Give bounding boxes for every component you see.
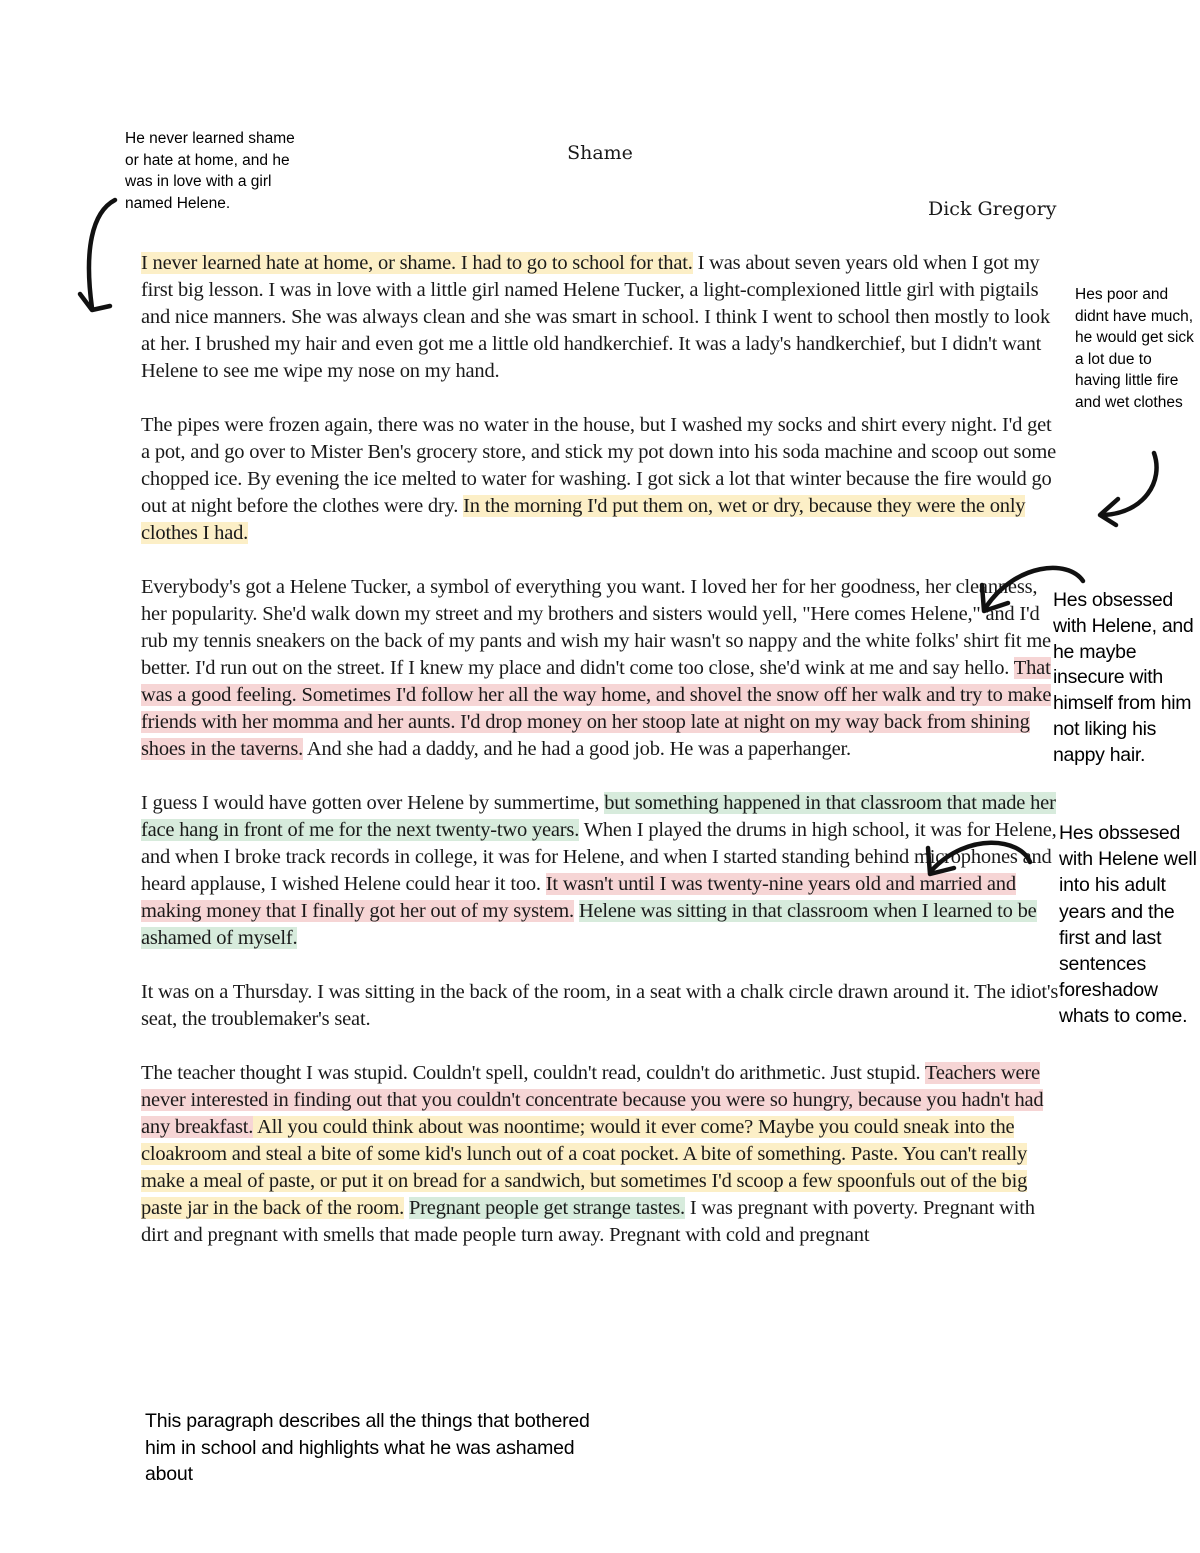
paragraph-6 <box>141 1060 1061 1249</box>
annotation-arrow-icon <box>918 828 1040 883</box>
text-segment: It wasn't until I was twenty-nine years old and married and making money that I finally got her out of my system. <box>141 873 1016 922</box>
text-segment: I never learned hate at home, or shame. I had to go to school for that. <box>141 252 693 274</box>
document-title: Shame <box>567 142 633 164</box>
annotation-note: Hes obsessed with Helene, and he maybe insecure with himself from him not liking his nappy hair. <box>1053 589 1194 766</box>
text-segment: All you could think about was noontime; would it ever come? Maybe you could sneak into the cloakroom and steal a bite of some kid's lunch out of a coat pocket. A bite of something. Paste. You can't really make a meal of paste, or put it on bread for a sandwich, but sometimes I'd scoop a few spoonfuls out of the big paste jar in the back of the room. <box>141 1116 1028 1219</box>
essay-body <box>141 250 1061 1276</box>
text-segment: Teachers were never interested in finding out that you couldn't concentrate because you were so hungry, because you hadn't had any breakfast. <box>141 1062 1044 1138</box>
text-segment: I was pregnant with poverty. Pregnant with dirt and pregnant with smells that made people turn away. Pregnant with cold and pregnant <box>141 1197 1035 1246</box>
text-segment: Helene was sitting in that classroom when I learned to be ashamed of myself. <box>141 900 1037 949</box>
annotation-arrow-icon <box>70 190 130 330</box>
paragraph-5 <box>141 979 1061 1033</box>
annotation-note: Hes poor and didnt have much, he would get sick a lot due to having little fire and wet clothes <box>1075 286 1194 411</box>
text-segment: It was on a Thursday. I was sitting in the back of the room, in a seat with a chalk circle drawn around it. The idiot's seat, the troublemaker's seat. <box>141 981 1059 1030</box>
text-segment: In the morning I'd put them on, wet or dry, because they were the only clothes I had. <box>141 495 1026 544</box>
text-segment: but something happened in that classroom that made her face hang in front of me for the next twenty-two years. <box>141 792 1056 841</box>
annotation-arrow-icon <box>1088 445 1168 530</box>
annotation-note: This paragraph describes all the things that bothered him in school and highlights what he was ashamed about <box>145 1410 590 1485</box>
text-segment: The pipes were frozen again, there was no water in the house, but I washed my socks and shirt every night. I'd get a pot, and go over to Mister Ben's grocery store, and stick my pot down into his soda machine and scoop out some chopped ice. By evening the ice melted to water for washing. I got sick a lot that winter because the fire would go out at night before the clothes were dry. <box>141 414 1057 517</box>
annotation-note: Hes obssesed with Helene well into his adult years and the first and last sentences foreshadow whats to come. <box>1059 822 1197 1028</box>
text-segment: The teacher thought I was stupid. Couldn't spell, couldn't read, couldn't do arithmetic. Just stupid. <box>141 1062 925 1084</box>
annotation-arrow-icon <box>968 555 1093 620</box>
text-segment: And she had a daddy, and he had a good job. He was a paperhanger. <box>303 738 851 760</box>
text-segment: Pregnant people get strange tastes. <box>408 1197 685 1219</box>
paragraph-2 <box>141 412 1061 547</box>
text-segment: Everybody's got a Helene Tucker, a symbol of everything you want. I loved her for her goodness, her cleanness, her popularity. She'd walk down my street and my brothers and sisters would yell, "Here comes Helene," and I'd rub my tennis sneakers on the back of my pants and wish my hair wasn't so nappy and the white folks' shirt fit me better. I'd run out on the street. If I knew my place and didn't come too close, she'd wink at me and say hello. <box>141 576 1051 679</box>
text-segment: That was a good feeling. Sometimes I'd follow her all the way home, and shovel the snow off her walk and try to make friends with her momma and her aunts. I'd drop money on her stoop late at night on my way back from shining shoes in the taverns. <box>141 657 1052 760</box>
text-segment: I was about seven years old when I got my first big lesson. I was in love with a little girl named Helene Tucker, a light-complexioned little girl with pigtails and nice manners. She was always clean and she was smart in school. I think I went to school then mostly to look at her. I brushed my hair and even got me a little old handkerchief. It was a lady's handkerchief, but I didn't want Helene to see me wipe my nose on my hand. <box>141 252 1051 382</box>
annotation-note: He never learned shame or hate at home, and he was in love with a girl named Helene. <box>125 130 295 212</box>
text-segment: I guess I would have gotten over Helene by summertime, <box>141 792 605 814</box>
document-author: Dick Gregory <box>928 198 1057 220</box>
paragraph-3 <box>141 574 1061 763</box>
text-segment: When I played the drums in high school, it was for Helene, and when I broke track records in college, it was for Helene, and when I started standing behind microphones and heard applause, I wished Helene could hear it too. <box>141 819 1057 895</box>
paragraph-1 <box>141 250 1061 385</box>
